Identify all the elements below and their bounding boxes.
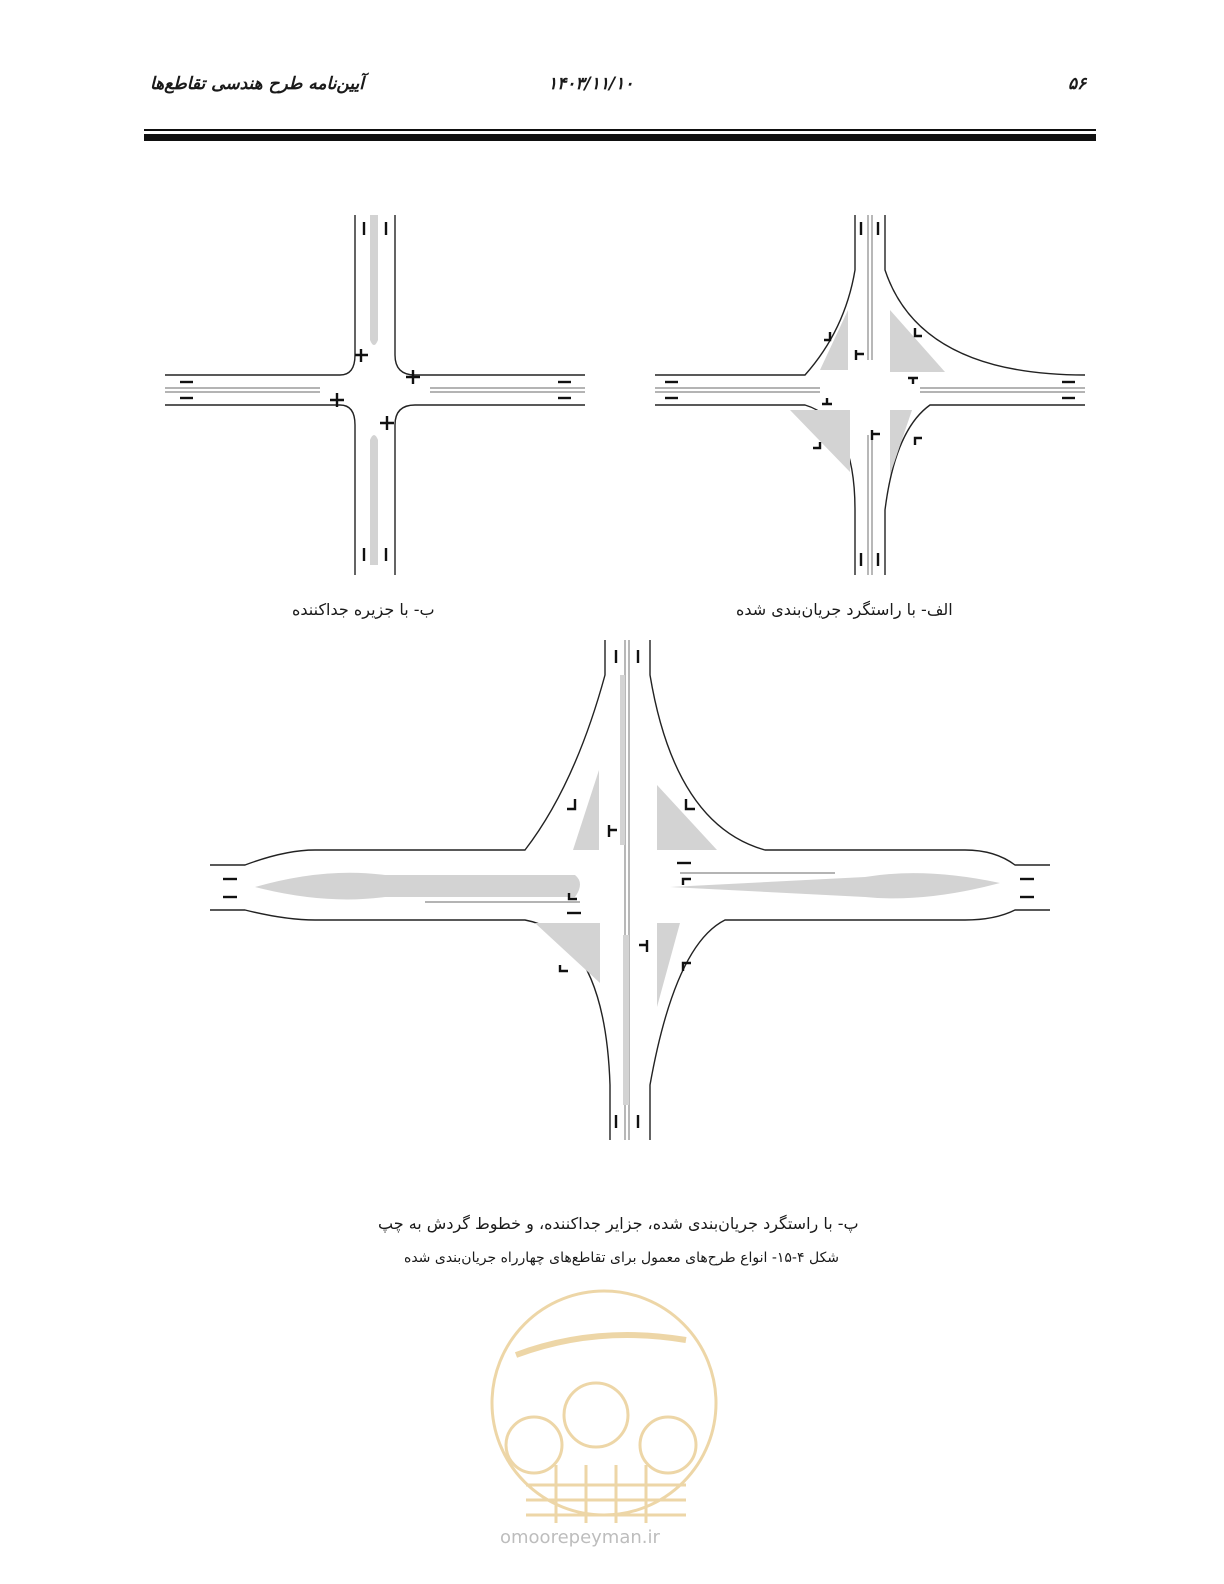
intersection-diagram-a [650,210,1090,580]
running-header-title: آیین‌نامه طرح هندسی تقاطع‌ها [150,74,364,94]
caption-figure-b: ب- با جزیره جداکننده [292,600,435,619]
header-rule-thin [144,129,1096,131]
caption-figure-c: پ- با راستگرد جریان‌بندی شده، جزایر جداکننده، و خطوط گردش به چپ [378,1214,859,1233]
header-rule-thick [144,134,1096,141]
page-number: ۵۶ [1068,74,1087,94]
traffic-islands [255,675,1000,1105]
lane-arrows [665,222,1075,566]
intersection-diagram-b [160,210,590,580]
running-header-date: ۱۴۰۳/۱۱/۱۰ [548,74,634,94]
watermark-site: omoorepeyman.ir [500,1527,660,1548]
figure-caption: شکل ۴-۱۵- انواع طرح‌های معمول برای تقاطع‌های چهارراه جریان‌بندی شده [404,1250,840,1266]
intersection-diagram-c [205,635,1055,1145]
divisional-islands [370,215,378,565]
caption-figure-a: الف- با راستگرد جریان‌بندی شده [736,600,953,619]
watermark-logo [486,1285,722,1525]
